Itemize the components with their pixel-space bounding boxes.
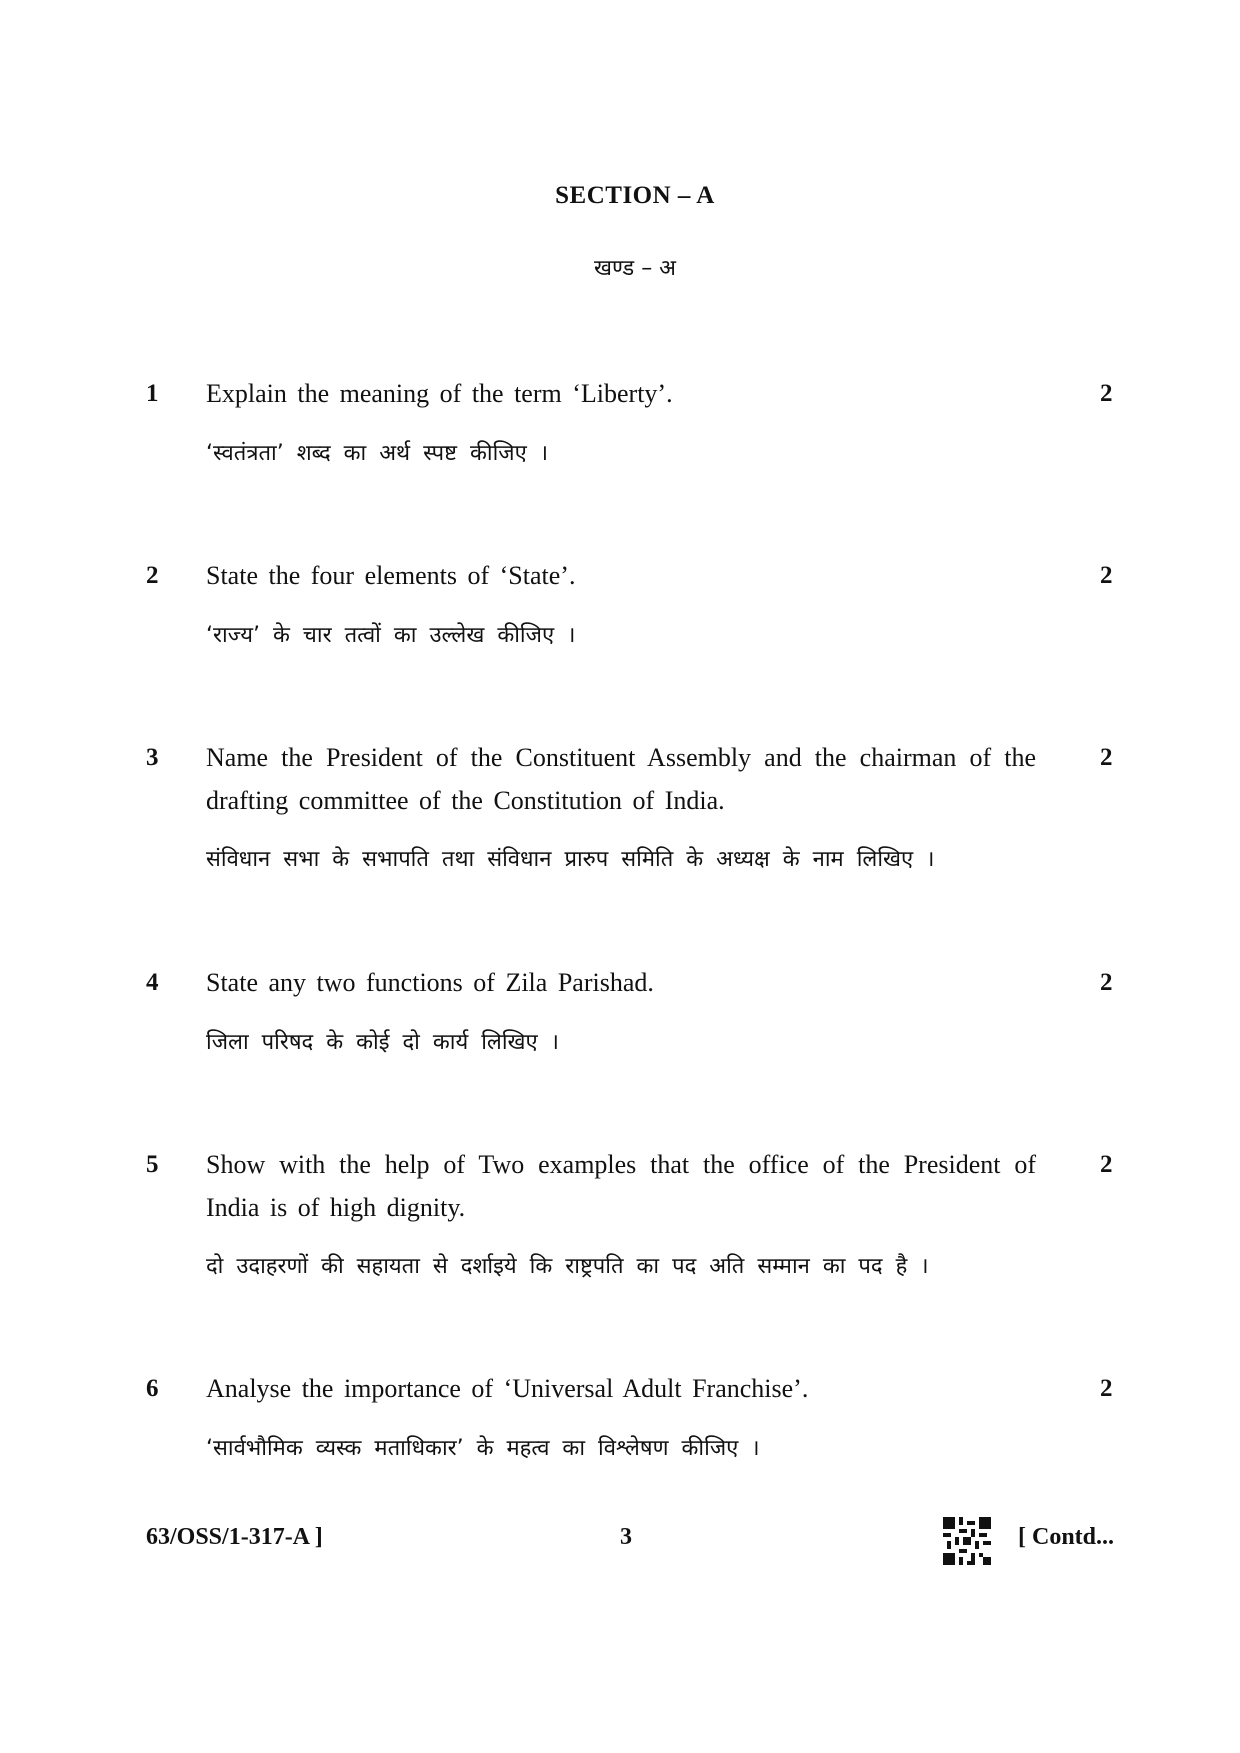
question-number: 5 [146, 1151, 159, 1178]
question-marks: 2 [1100, 744, 1113, 771]
question-text-english: Explain the meaning of the term ‘Liberty’. [206, 379, 673, 408]
paper-code: 63/OSS/1-317-A ] [146, 1524, 323, 1550]
section-title: SECTION – A [555, 182, 715, 209]
question-number: 2 [146, 562, 159, 589]
question-text-hindi: संविधान सभा के सभापति तथा संविधान प्रारुप समिति के अध्यक्ष के नाम लिखिए । [206, 847, 935, 872]
question-marks: 2 [1100, 562, 1113, 589]
question-text-hindi: दो उदाहरणों की सहायता से दर्शाइये कि राष्ट्रपति का पद अति सम्मान का पद है । [206, 1254, 929, 1279]
question-text-hindi: ‘राज्य’ के चार तत्वों का उल्लेख कीजिए । [206, 623, 576, 648]
question-number: 4 [146, 969, 159, 996]
question-marks: 2 [1100, 1151, 1113, 1178]
question-text-hindi: ‘स्वतंत्रता’ शब्द का अर्थ स्पष्ट कीजिए । [206, 441, 549, 466]
question-text-english: Analyse the importance of ‘Universal Adult Franchise’. [206, 1374, 809, 1403]
continued-label: [ Contd... [1018, 1524, 1115, 1550]
question-marks: 2 [1100, 969, 1113, 996]
page-number: 3 [620, 1524, 632, 1550]
question-text-english: Name the President of the Constituent Assembly and the chairman of the drafting committee of the Constitution of India. [206, 743, 1036, 815]
question-number: 6 [146, 1375, 159, 1402]
section-title-hindi: खण्ड – अ [593, 256, 676, 281]
qr-code-icon [943, 1517, 991, 1565]
question-marks: 2 [1100, 1375, 1113, 1402]
question-number: 3 [146, 744, 159, 771]
question-text-hindi: ‘सार्वभौमिक व्यस्क मताधिकार’ के महत्व का विश्लेषण कीजिए । [206, 1436, 760, 1461]
question-number: 1 [146, 380, 159, 407]
question-text-hindi: जिला परिषद के कोई दो कार्य लिखिए । [206, 1030, 560, 1055]
question-text-english: State any two functions of Zila Parishad. [206, 968, 654, 997]
question-text-english: Show with the help of Two examples that the office of the President of India is of high dignity. [206, 1150, 1036, 1222]
question-marks: 2 [1100, 380, 1113, 407]
question-text-english: State the four elements of ‘State’. [206, 561, 576, 590]
